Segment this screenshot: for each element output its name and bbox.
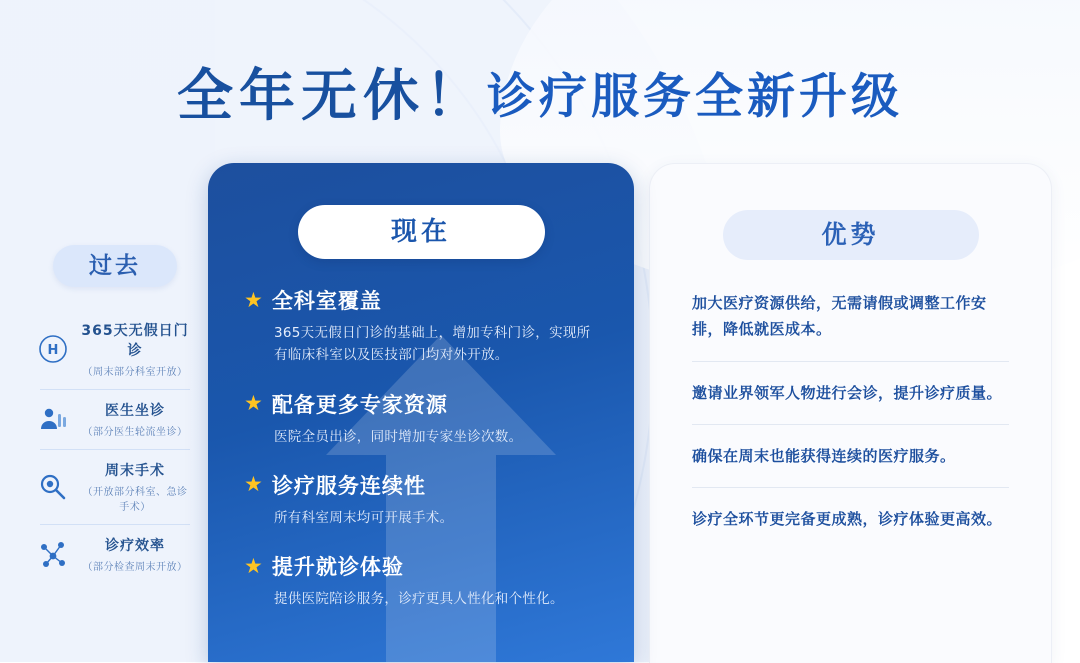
doctor-icon	[36, 402, 70, 436]
advantage-list	[692, 290, 1009, 551]
page-title-main: 全年无休！	[176, 64, 487, 129]
list-item-title: 医生坐诊	[105, 403, 165, 419]
list-item	[244, 470, 604, 529]
advantage-card	[649, 163, 1052, 663]
star-icon: ★	[244, 392, 263, 416]
page-title	[0, 52, 1080, 132]
efficiency-icon	[36, 537, 70, 571]
list-item-desc: 提供医院陪诊服务，诊疗更具人性化和个性化。	[274, 591, 564, 608]
list-item-note: （周末部分科室开放）	[82, 367, 188, 378]
list-item-title: 周末手术	[105, 463, 165, 479]
list-item-head	[244, 551, 604, 581]
list-item-note: （开放部分科室、急诊手术）	[82, 487, 188, 513]
list-item	[244, 389, 604, 448]
list-item-head	[244, 470, 604, 500]
advantage-label: 优势	[723, 210, 979, 260]
list-item: 邀请业界领军人物进行会诊，提升诊疗质量。	[692, 380, 1009, 425]
svg-text:H: H	[47, 343, 59, 358]
list-item-title: 配备更多专家资源	[271, 392, 448, 417]
list-item-title: 诊疗效率	[105, 538, 165, 554]
list-item-note: （部分医生轮流坐诊）	[82, 427, 188, 438]
list-item	[30, 449, 200, 524]
list-item-desc: 365天无假日门诊的基础上，增加专科门诊，实现所有临床科室以及医技部门均对外开放。	[274, 325, 591, 364]
star-icon: ★	[244, 473, 263, 497]
list-item-text	[78, 535, 200, 573]
list-item: 确保在周末也能获得连续的医疗服务。	[692, 443, 1009, 488]
past-column	[30, 245, 200, 584]
list-item-text	[78, 320, 200, 378]
now-label: 现在	[298, 205, 545, 259]
list-item-desc: 医院全员出诊，同时增加专家坐诊次数。	[274, 428, 523, 445]
now-list	[244, 285, 604, 610]
list-item: 诊疗全环节更完备更成熟，诊疗体验更高效。	[692, 510, 1003, 528]
list-item-note: （部分检查周末开放）	[82, 562, 188, 573]
list-item-title: 365天无假日门诊	[81, 323, 189, 359]
surgery-icon	[36, 470, 70, 504]
list-item	[244, 285, 604, 367]
list-item-title: 诊疗服务连续性	[271, 473, 426, 498]
list-item-text	[78, 400, 200, 438]
list-item-head	[244, 389, 604, 419]
list-item	[30, 389, 200, 449]
hospital-icon	[36, 332, 70, 366]
list-item	[30, 309, 200, 389]
list-item: 加大医疗资源供给，无需请假或调整工作安排，降低就医成本。	[692, 290, 1009, 362]
list-item-title: 提升就诊体验	[271, 555, 404, 580]
list-item-title: 全科室覆盖	[271, 289, 382, 313]
list-item	[244, 551, 604, 610]
past-label: 过去	[53, 245, 177, 287]
list-item	[30, 524, 200, 584]
star-icon: ★	[244, 288, 263, 312]
list-item-head	[244, 285, 604, 315]
star-icon: ★	[244, 554, 263, 578]
list-item-desc: 所有科室周末均可开展手术。	[274, 509, 454, 526]
list-item-text	[78, 460, 200, 513]
past-list	[30, 309, 200, 584]
page-title-sub: 诊疗服务全新升级	[486, 68, 903, 125]
now-card	[208, 163, 634, 662]
